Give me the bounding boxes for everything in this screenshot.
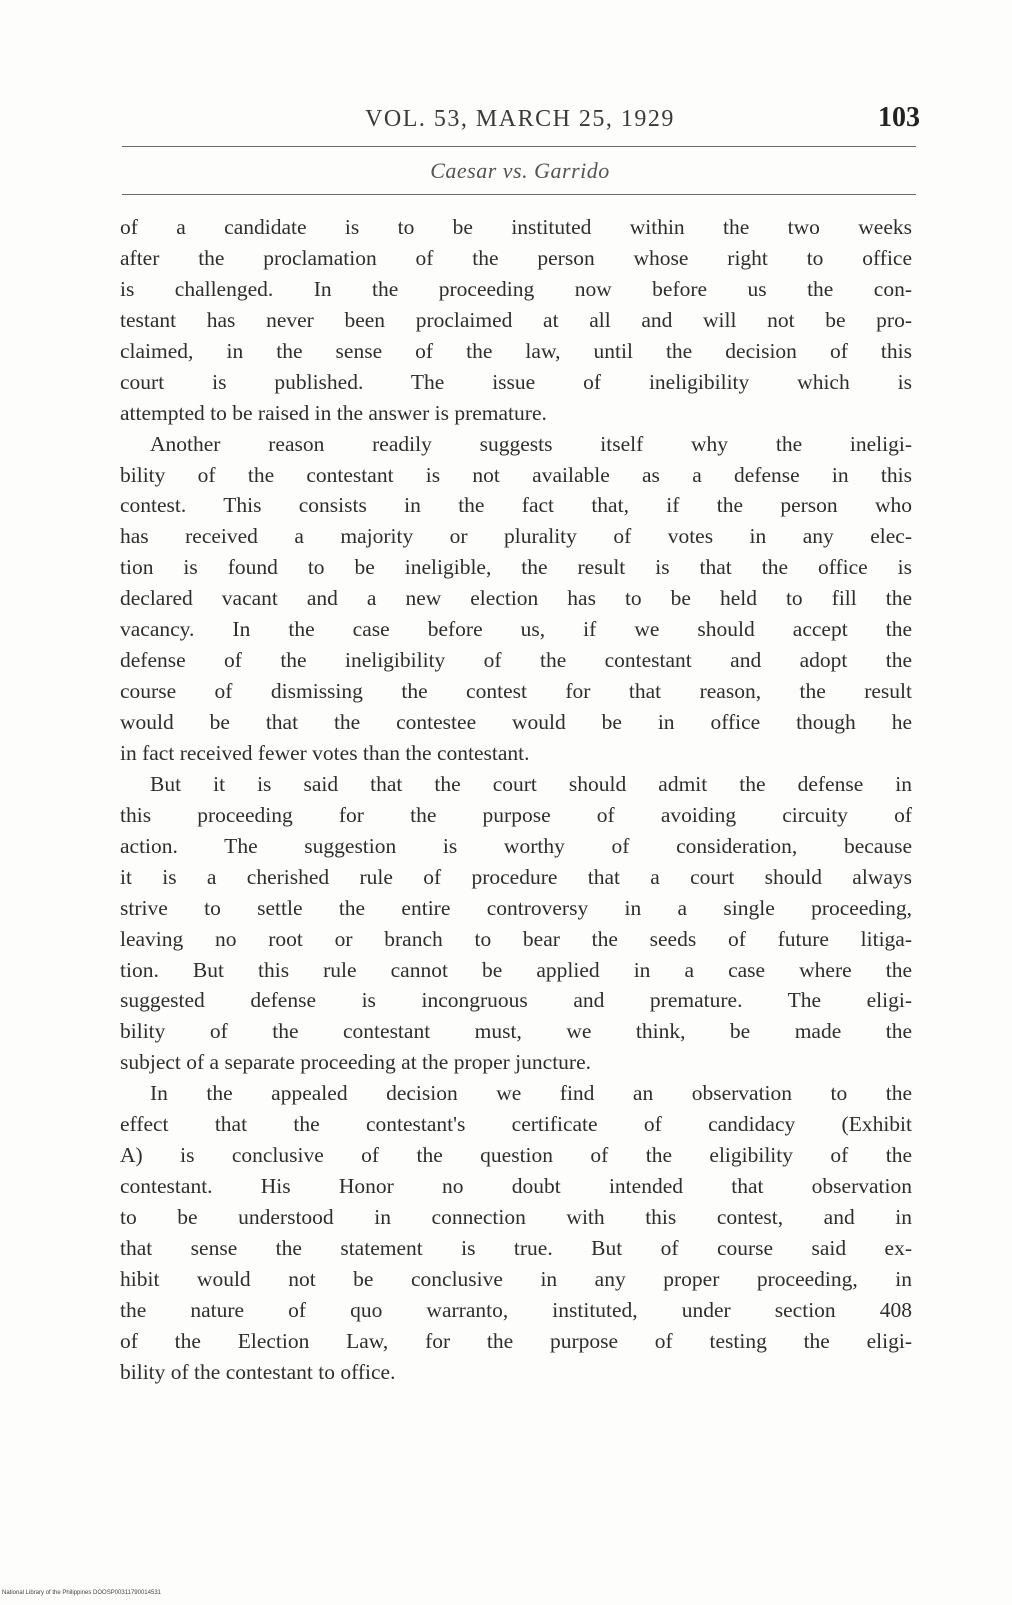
text-line: that sense the statement is true. But of course said ex-: [120, 1235, 912, 1260]
text-line: In the appealed decision we find an observation to the: [150, 1081, 912, 1106]
text-line: court is published. The issue of ineligibility which is: [120, 369, 912, 394]
text-line: bility of the contestant to office.: [120, 1359, 396, 1384]
text-line: to be understood in connection with this contest, and in: [120, 1205, 912, 1229]
volume-date-heading: VOL. 53, MARCH 25, 1929: [365, 106, 675, 132]
text-line: the nature of quo warranto, instituted, under section 408: [120, 1297, 912, 1322]
running-head: [120, 100, 920, 140]
text-line: of a candidate is to be instituted within the two weeks: [120, 215, 912, 239]
text-line: attempted to be raised in the answer is premature.: [120, 400, 547, 425]
text-line: action. The suggestion is worthy of consideration, because: [120, 833, 912, 858]
text-line: suggested defense is incongruous and premature. The eligi-: [120, 988, 912, 1013]
text-line: Another reason readily suggests itself why the ineligi-: [150, 431, 912, 456]
text-line: in fact received fewer votes than the contestant.: [120, 740, 530, 765]
archive-stamp: National Library of the Philippines DOOSP00311790014531: [2, 1590, 161, 1596]
text-line: defense of the ineligibility of the contestant and adopt the: [120, 648, 912, 673]
text-line: claimed, in the sense of the law, until the decision of this: [120, 338, 912, 363]
text-line: leaving no root or branch to bear the seeds of future litiga-: [120, 926, 912, 951]
header-rule-bottom: [122, 194, 916, 195]
header-rule-top: [122, 146, 916, 147]
paragraph-3: [120, 769, 912, 1078]
text-line: hibit would not be conclusive in any proper proceeding, in: [120, 1266, 912, 1291]
case-title: Caesar vs. Garrido: [430, 158, 610, 183]
paragraph-4: [120, 1078, 912, 1387]
text-line: would be that the contestee would be in office though he: [120, 710, 912, 734]
text-line: tion is found to be ineligible, the result is that the office is: [120, 555, 912, 580]
text-line: this proceeding for the purpose of avoiding circuity of: [120, 802, 912, 827]
text-line: declared vacant and a new election has to be held to fill the: [120, 586, 912, 611]
text-line: bility of the contestant must, we think, be made the: [120, 1019, 912, 1044]
text-line: strive to settle the entire controversy in a single proceeding,: [120, 895, 912, 920]
paragraph-1: [120, 212, 912, 429]
text-line: after the proclamation of the person whose right to office: [120, 245, 912, 270]
text-line: testant has never been proclaimed at all and will not be pro-: [120, 307, 912, 332]
text-line: it is a cherished rule of procedure that a court should always: [120, 864, 912, 889]
text-line: contest. This consists in the fact that, if the person who: [120, 493, 912, 518]
text-line: subject of a separate proceeding at the proper juncture.: [120, 1050, 591, 1075]
text-line: course of dismissing the contest for that reason, the result: [120, 679, 912, 704]
text-line: bility of the contestant is not available as a defense in this: [120, 462, 912, 487]
text-line: contestant. His Honor no doubt intended that observation: [120, 1174, 912, 1199]
text-line: vacancy. In the case before us, if we should accept the: [120, 617, 912, 642]
text-line: effect that the contestant's certificate of candidacy (Exhibit: [120, 1112, 912, 1137]
text-line: tion. But this rule cannot be applied in a case where the: [120, 957, 912, 982]
text-line: of the Election Law, for the purpose of testing the eligi-: [120, 1328, 912, 1353]
text-line: But it is said that the court should admit the defense in: [150, 771, 912, 796]
page-number: 103: [878, 102, 920, 133]
text-line: is challenged. In the proceeding now before us the con-: [120, 276, 912, 301]
paragraph-2: [120, 429, 912, 769]
text-line: A) is conclusive of the question of the eligibility of the: [120, 1143, 912, 1168]
body-text: [120, 212, 912, 1388]
text-line: has received a majority or plurality of votes in any elec-: [120, 524, 912, 549]
